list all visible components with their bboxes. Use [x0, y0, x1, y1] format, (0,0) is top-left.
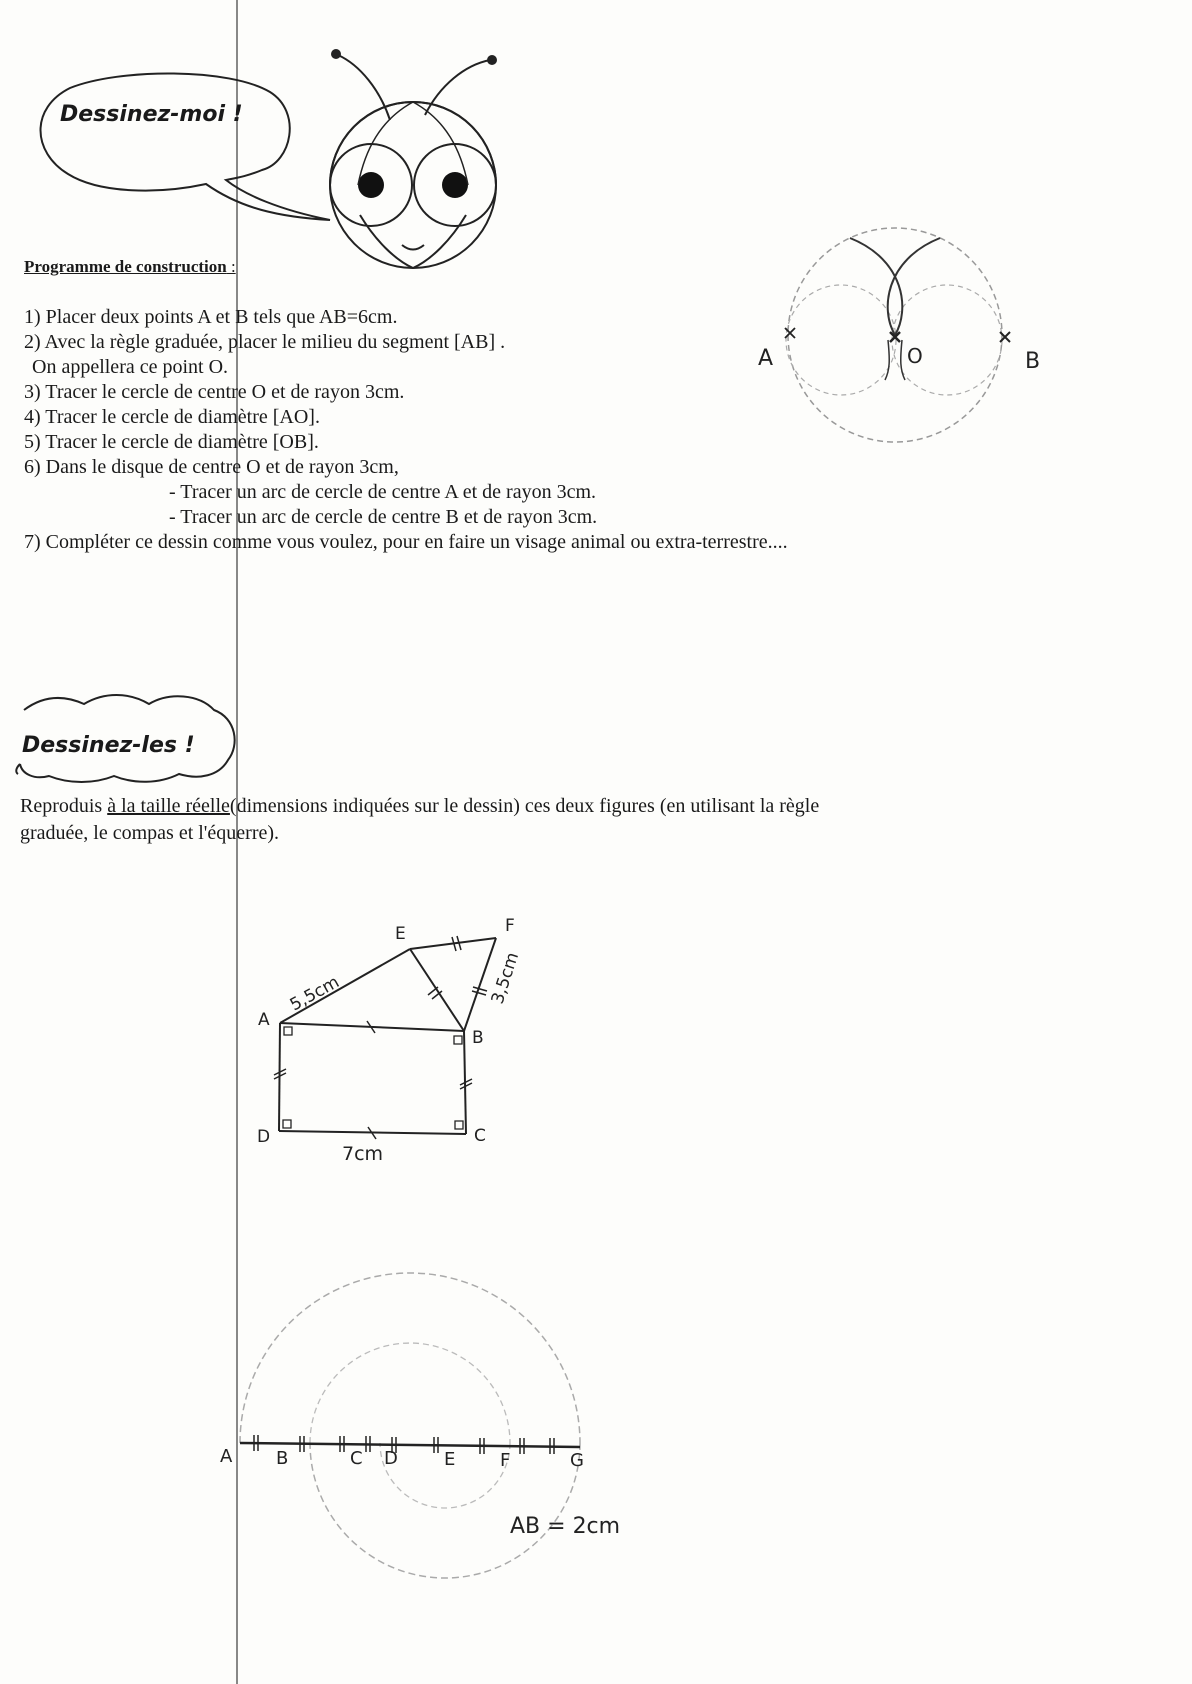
fig1-length-dc: 7cm [342, 1143, 384, 1165]
step-3: 3) Tracer le cercle de centre O et de rayon 3cm. [24, 381, 405, 403]
figure-rectangle-triangles [240, 915, 560, 1175]
speech-bubble-cloud-text: Dessinez-les ! [22, 733, 195, 758]
figure-spiral [200, 1250, 660, 1550]
step-5: 5) Tracer le cercle de diamètre [OB]. [24, 431, 319, 453]
speech-bubble-top-text: Dessinez-moi ! [60, 102, 243, 127]
fig1-label-f: F [505, 916, 515, 936]
fig2-label-f: F [500, 1450, 511, 1471]
program-steps [24, 305, 788, 555]
step-1: 1) Placer deux points A et B tels que AB=6cm. [24, 306, 398, 328]
fig1-length-bf: 3,5cm [487, 950, 524, 1007]
fig1-label-b: B [472, 1028, 484, 1048]
step-6: 6) Dans le disque de centre O et de rayon 3cm, [24, 456, 399, 478]
fig1-label-c: C [474, 1126, 486, 1146]
step-6b: - Tracer un arc de cercle de centre B et de rayon 3cm. [169, 506, 598, 528]
alien-face-drawing [320, 40, 540, 270]
step-2: 2) Avec la règle graduée, placer le milieu du segment [AB] . [24, 331, 506, 353]
step-7: 7) Compléter ce dessin comme vous voulez, pour en faire un visage animal ou extra-terrestre.... [24, 531, 788, 553]
fig1-length-ae: 5,5cm [286, 972, 343, 1016]
sketch-label-b: B [1025, 349, 1041, 374]
fig2-label-b: B [276, 1448, 289, 1469]
step-2-note: On appellera ce point O. [32, 356, 229, 378]
reproduce-instruction: Reproduis à la taille réelle(dimensions indiquées sur le dessin) ces deux figures (en utilisant la règle graduée, le compas et l'équerre). [20, 795, 820, 844]
fig1-label-e: E [395, 924, 406, 944]
sketch-label-a: A [758, 346, 774, 371]
fig2-label-c: C [350, 1448, 363, 1469]
sketch-label-o: O [907, 344, 923, 368]
fig2-label-g: G [570, 1450, 584, 1471]
fig2-label-a: A [220, 1446, 233, 1467]
fig1-label-a: A [258, 1010, 270, 1030]
program-title: Programme de construction : [24, 257, 236, 276]
fig1-label-d: D [257, 1127, 271, 1147]
construction-sketch [740, 220, 1070, 460]
fig2-label-e: E [444, 1449, 456, 1470]
fig2-caption: AB = 2cm [510, 1514, 621, 1539]
fig2-label-d: D [384, 1448, 398, 1469]
speech-bubble-top [30, 70, 350, 230]
step-6a: - Tracer un arc de cercle de centre A et de rayon 3cm. [169, 481, 597, 503]
step-4: 4) Tracer le cercle de diamètre [AO]. [24, 406, 320, 428]
